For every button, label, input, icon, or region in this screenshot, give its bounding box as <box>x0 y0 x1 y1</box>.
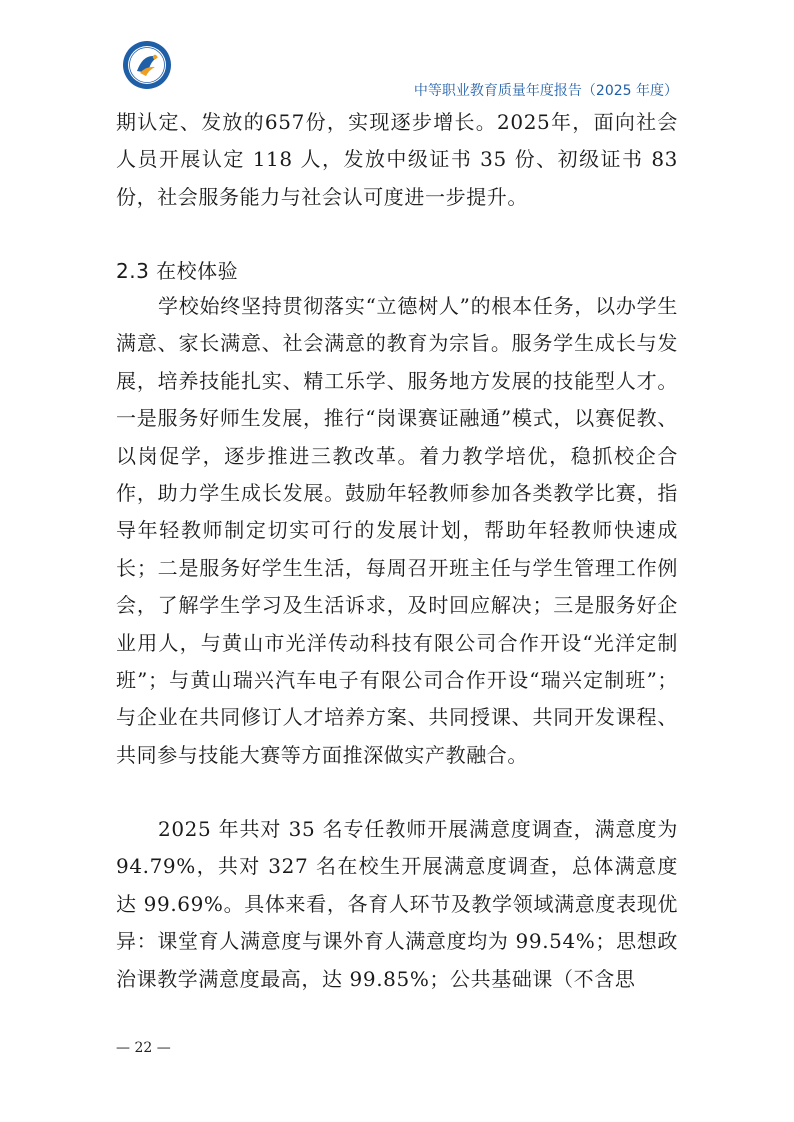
paragraph-3: 2025 年共对 35 名专任教师开展满意度调查，满意度为 94.79%，共对 327 名在校生开展满意度调查，总体满意度达 99.69%。具体来看，各育人环节及教学领域满意度表现优异：课堂育人满意度与课外育人满意度均为 99.54%；思想政治课教学满意度最高，达 99.85%；公共基础课（不含思 <box>116 817 678 991</box>
paragraph-2: 学校始终坚持贯彻落实“立德树人”的根本任务，以办学生满意、家长满意、社会满意的教育为宗旨。服务学生成长与发展，培养技能扎实、精工乐学、服务地方发展的技能型人才。一是服务好师生发展，推行“岗课赛证融通”模式，以赛促教、以岗促学，逐步推进三教改革。着力教学培优，稳抓校企合作，助力学生成长发展。鼓励年轻教师参加各类教学比赛，指导年轻教师制定切实可行的发展计划，帮助年轻教师快速成长；二是服务好学生生活，每周召开班主任与学生管理工作例会，了解学生学习及生活诉求，及时回应解决；三是服务好企业用人，与黄山市光洋传动科技有限公司合作开设“光洋定制班”；与黄山瑞兴汽车电子有限公司合作开设“瑞兴定制班”；与企业在共同修订人才培养方案、共同授课、共同开发课程、共同参与技能大赛等方面推深做实产教融合。 <box>116 294 678 767</box>
paragraph-1: 期认定、发放的657份，实现逐步增长。2025年，面向社会人员开展认定 118 人，发放中级证书 35 份、初级证书 83 份，社会服务能力与社会认可度进一步提升。 <box>116 110 678 209</box>
header-title: 中等职业教育质量年度报告（2025 年度） <box>413 83 678 99</box>
section-heading: 2.3 在校体验 <box>116 259 239 283</box>
page-number: — 22 — <box>116 1040 171 1056</box>
school-logo-icon <box>122 40 172 90</box>
